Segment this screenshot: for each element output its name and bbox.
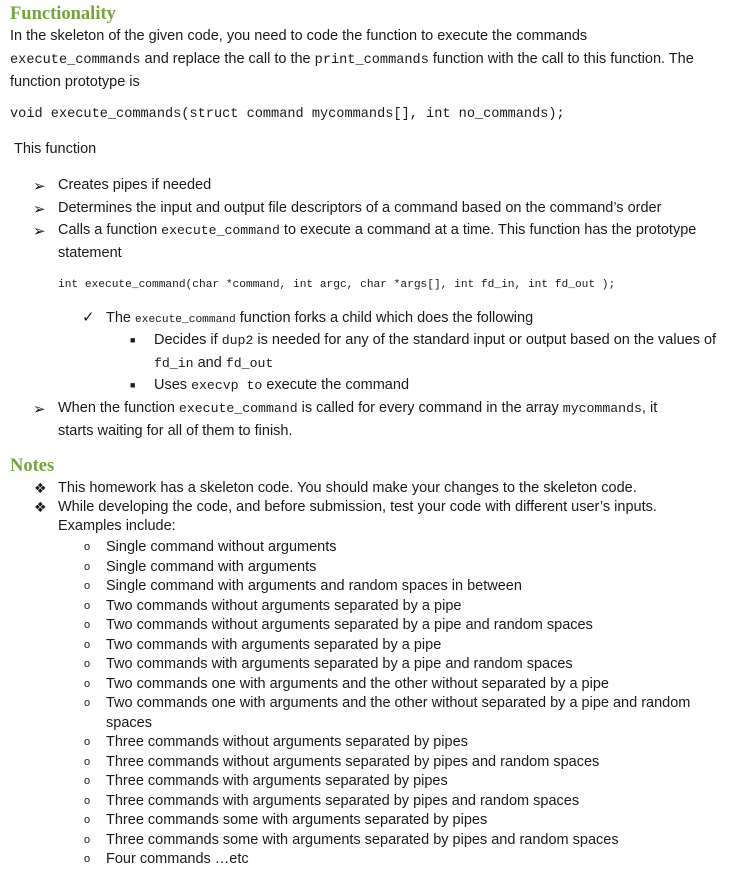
square-bullet-icon: ■ [130,335,136,345]
check-code: execute_command [135,314,236,326]
sub-code: fd_in [154,356,194,371]
bullet-text: , it [641,400,658,416]
example-item: Two commands with arguments separated by a pipe [106,636,442,653]
bullet-waiting [58,400,657,416]
example-item: Three commands without arguments separated by pipes and random spaces [106,753,600,770]
this-function-label: This function [14,141,97,157]
bullet-waiting-cont: starts waiting for all of them to finish. [58,423,293,439]
sub-decides-dup2-cont [154,355,273,371]
circle-bullet-icon: o [84,794,91,807]
example-item: Two commands without arguments separated by a pipe and random spaces [106,617,593,633]
circle-bullet-icon: o [84,619,91,631]
bullet-text: Calls a function [58,222,162,238]
intro-text: and replace the call to the [140,51,315,67]
notes-heading: Notes [10,456,55,476]
circle-bullet-icon: o [84,658,91,670]
sub-text: Decides if [154,332,222,348]
intro-text: In the skeleton of the given code, you need to code the function to execute the commands [10,28,588,44]
example-item: Four commands …etc [106,851,249,867]
sub-decides-dup2 [154,332,716,348]
circle-bullet-icon: o [84,560,91,573]
intro-code-print-commands: print_commands [314,53,429,68]
circle-bullet-icon: o [84,833,91,846]
bullet-creates-pipes: Creates pipes if needed [58,177,212,193]
intro-line-1 [10,28,587,44]
circle-bullet-icon: o [84,775,91,787]
arrow-bullet-icon: ➢ [33,178,46,195]
note-skeleton: This homework has a skeleton code. You should make your changes to the skeleton code. [58,480,637,496]
sub-text: and [193,355,226,371]
circle-bullet-icon: o [84,736,91,748]
sub-text: execute the command [262,377,410,393]
example-item: Single command without arguments [106,539,337,555]
example-item: Three commands with arguments separated by pipes [106,773,448,789]
functionality-heading: Functionality [10,4,116,24]
example-item: Two commands one with arguments and the other without separated by a pipe [106,675,609,692]
checkmark-icon: ✓ [82,309,95,326]
bullet-code: execute_command [161,223,280,238]
arrow-bullet-icon: ➢ [33,401,46,418]
bullet-text: is called for every command in the array [297,400,563,416]
sub-uses-execvp [154,377,409,393]
example-item: Two commands without arguments separated by a pipe [106,597,462,614]
bullet-calls-function [58,222,696,238]
arrow-bullet-icon: ➢ [33,223,46,240]
sub-code: execvp to [191,378,263,393]
example-item: Three commands without arguments separated by pipes [106,734,468,750]
intro-text: function prototype is [10,74,140,90]
arrow-bullet-icon: ➢ [33,201,46,218]
circle-bullet-icon: o [84,580,91,592]
circle-bullet-icon: o [84,541,91,553]
intro-code-execute-commands: execute_commands [10,53,141,68]
circle-bullet-icon: o [84,853,91,865]
bullet-code: mycommands [562,401,642,416]
bullet-file-descriptors: Determines the input and output file descriptors of a command based on the command’s order [58,200,662,216]
circle-bullet-icon: o [84,638,91,651]
circle-bullet-icon: o [84,755,91,768]
example-item: Three commands some with arguments separated by pipes [106,812,488,828]
circle-bullet-icon: o [84,677,91,690]
intro-line-2 [10,51,694,68]
check-text: function forks a child which does the following [235,310,534,326]
bullet-text: to execute a command at a time. This function has the prototype [279,222,697,238]
prototype-execute-commands: void execute_commands(struct command mycommands[], int no_commands); [10,107,565,122]
diamond-bullet-icon: ❖ [34,480,47,496]
intro-line-3 [10,74,140,90]
sub-code: dup2 [221,333,254,348]
circle-bullet-icon: o [84,697,91,709]
check-forks-child [106,310,533,326]
bullet-text: When the function [58,400,179,416]
bullet-code: execute_command [178,401,298,416]
circle-bullet-icon: o [84,599,91,612]
circle-bullet-icon: o [84,814,91,826]
note-testing-cont: Examples include: [58,518,176,534]
example-item: Three commands with arguments separated by pipes and random spaces [106,792,580,809]
sub-text: is needed for any of the standard input or output based on the values of [253,332,717,348]
example-item: Two commands one with arguments and the other without separated by a pipe and random [106,695,691,711]
sub-code: fd_out [225,356,274,371]
intro-text: function with the call to this function. The [428,51,694,67]
prototype-execute-command: int execute_command(char *command, int argc, char *args[], int fd_in, int fd_out ); [58,279,616,291]
bullet-calls-function-cont: statement [58,245,122,261]
example-item-cont: spaces [106,714,152,731]
diamond-bullet-icon: ❖ [34,499,47,515]
example-item: Single command with arguments [106,558,317,575]
example-item: Three commands some with arguments separated by pipes and random spaces [106,831,619,848]
note-testing: While developing the code, and before submission, test your code with different user’s inputs. [58,499,657,515]
check-text: The [106,310,136,326]
square-bullet-icon: ■ [130,380,136,390]
sub-text: Uses [154,377,192,393]
example-item: Single command with arguments and random spaces in between [106,578,522,594]
example-item: Two commands with arguments separated by a pipe and random spaces [106,656,573,672]
